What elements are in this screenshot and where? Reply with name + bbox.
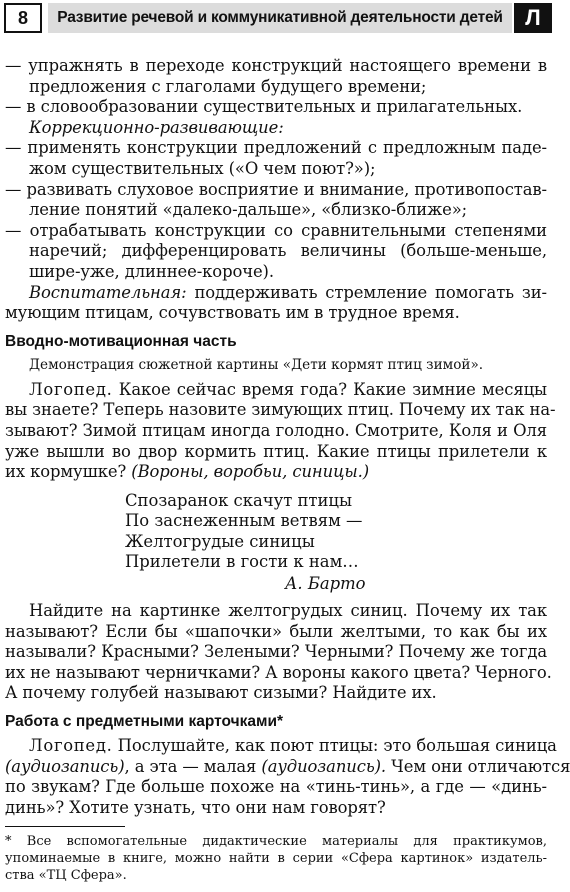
- page-number: 8: [4, 3, 42, 33]
- demo-note: Демонстрация сюжетной картины «Дети кормят птиц зимой».: [29, 356, 484, 373]
- task-line: — упражнять в переходе конструкций настоящего времени в: [5, 56, 547, 75]
- footnote-divider: [5, 826, 125, 827]
- running-header: [4, 3, 550, 35]
- section-heading: Вводно-мотивационная часть: [5, 332, 237, 350]
- tasks-block: [5, 56, 547, 324]
- dialogue-paragraph: Логопед. Какое сейчас время года? Какие зимние месяцы вы знаете? Теперь назовите зимующих птиц. Почему их так на- зывают? Зимой птицам иногда голодно. Смотрите, Коля и Оля уже вышли во двор кормить птиц. Какие птицы прилетели к их кормушке? (Вороны, воробьи, синицы.): [5, 379, 556, 482]
- section-heading: Работа с предметными карточками*: [5, 713, 284, 731]
- task-line: предложения с глаголами будущего времени;: [29, 76, 427, 96]
- task-line: наречий; дифференцировать величины (больше-меньше,: [29, 241, 547, 261]
- task-line: — применять конструкции предложений с предложным паде-: [5, 138, 547, 158]
- poem-line: По заснеженным ветвям —: [125, 511, 363, 531]
- poem-line: Желтогрудые синицы: [125, 531, 315, 551]
- task-line: — отрабатывать конструкции со сравнительными степенями: [5, 220, 547, 240]
- task-line: — в словообразовании существительных и прилагательных.: [5, 97, 523, 117]
- task-group-label: Воспитательная:: [29, 282, 187, 302]
- task-line: — развивать слуховое восприятие и внимание, противопостав-: [5, 179, 547, 199]
- task-line: мующим птицам, сочувствовать им в трудное время.: [5, 303, 460, 323]
- task-line: жом существительных («О чем поют?»);: [29, 158, 376, 178]
- footnote: * Все вспомогательные дидактические материалы для практикумов, упоминаемые в книге, можно найти в серии «Сфера картинок» издатель- ства «ТЦ Сфера».: [5, 834, 547, 884]
- question-paragraph: Найдите на картинке желтогрудых синиц. Почему их так называют? Если бы «шапочки» были желтыми, то как бы их называли? Красными? Зелеными? Черными? Почему же тогда их не называют черничками? А вороны какого цвета? Черного. А почему голубей называют сизыми? Найдите их.: [5, 601, 552, 703]
- dialogue-paragraph: Логопед. Послушайте, как поют птицы: это большая синица (аудиозапись), а эта — малая (аудиозапись). Чем они отличаются по звукам? Где больше похоже на «тинь-тинь», а где — «динь- динь»? Хотите узнать, что они нам говорят?: [5, 736, 570, 817]
- running-title: Развитие речевой и коммуникативной деятельности детей: [48, 3, 512, 33]
- section-letter-badge: Л: [514, 3, 552, 33]
- task-line: ление понятий «далеко-дальше», «близко-ближе»;: [29, 200, 468, 220]
- page-body: [5, 56, 570, 884]
- poem-line: Спозаранок скачут птицы: [125, 490, 353, 510]
- speaker-label: Логопед.: [29, 379, 113, 399]
- task-group-label: Коррекционно-развивающие:: [29, 117, 284, 137]
- poem: [125, 491, 547, 595]
- task-line: Воспитательная: поддерживать стремление помогать зи-: [29, 282, 547, 302]
- poem-author: А. Барто: [285, 574, 366, 594]
- speaker-label: Логопед.: [29, 736, 113, 756]
- task-line: шире-уже, длиннее-короче).: [29, 261, 274, 281]
- poem-line: Прилетели в гости к нам…: [125, 552, 359, 572]
